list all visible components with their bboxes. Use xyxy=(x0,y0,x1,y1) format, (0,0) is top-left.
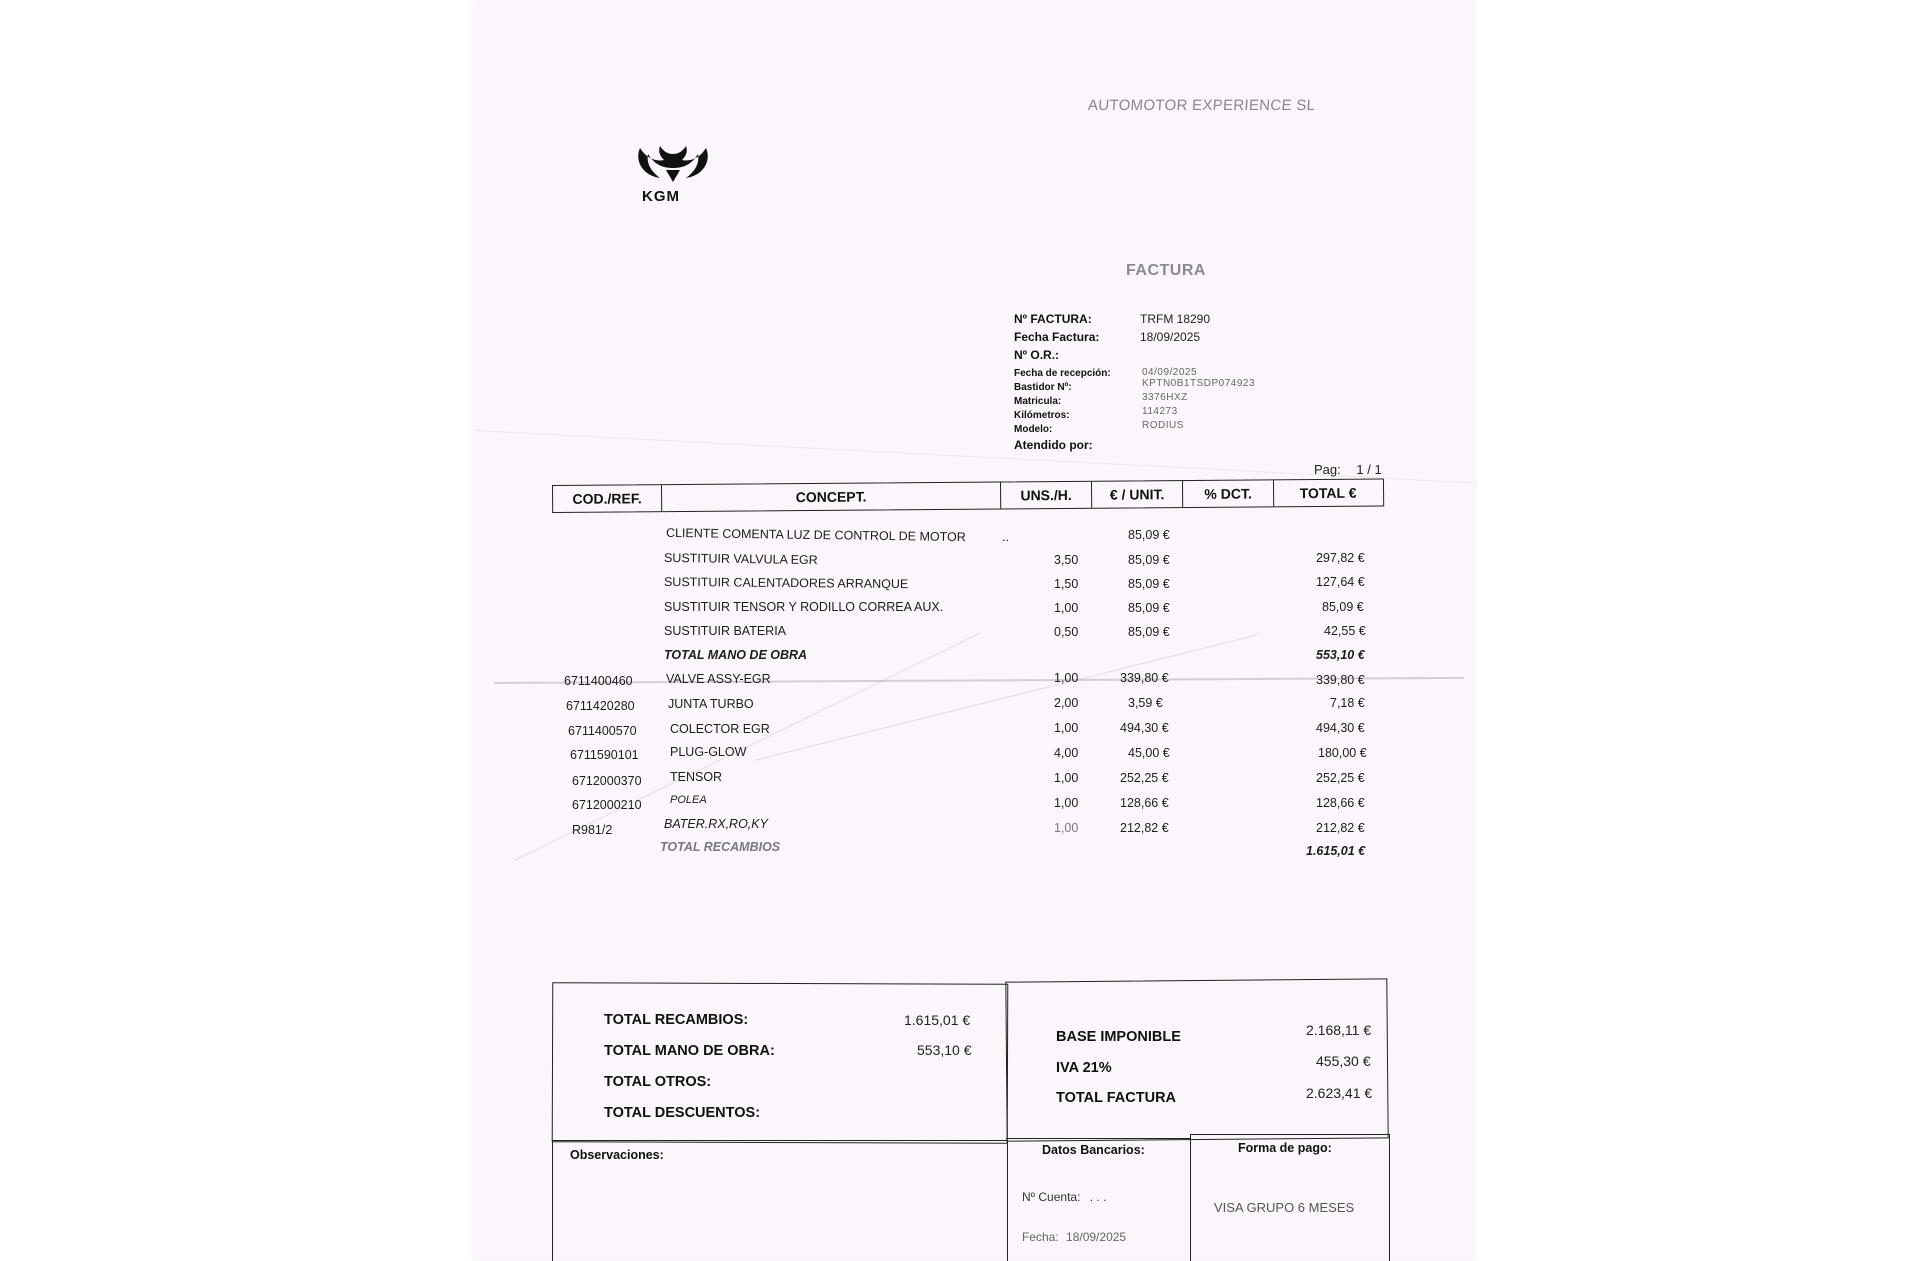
account-value: . . . xyxy=(1089,1190,1107,1204)
table-row-units: 3,50 xyxy=(1054,553,1079,567)
model-label: Modelo: xyxy=(1014,424,1053,435)
document-title: FACTURA xyxy=(1126,262,1206,279)
table-row-units: .. xyxy=(1002,530,1009,544)
table-row-total: 212,82 € xyxy=(1316,821,1365,835)
payment-value: VISA GRUPO 6 MESES xyxy=(1214,1200,1355,1215)
table-row-units: 1,00 xyxy=(1054,821,1079,835)
company-name: AUTOMOTOR EXPERIENCE SL xyxy=(1087,97,1316,114)
vat-value: 455,30 € xyxy=(1316,1053,1371,1069)
table-row-total: 7,18 € xyxy=(1330,696,1365,710)
brand-logo-text: KGM xyxy=(642,188,680,205)
col-concept: CONCEPT. xyxy=(662,482,1001,511)
table-row-units: 1,00 xyxy=(1054,796,1079,810)
table-row-units: 4,00 xyxy=(1054,746,1079,760)
table-row-concept: JUNTA TURBO xyxy=(668,697,754,711)
invoice-date-label: Fecha Factura: xyxy=(1014,330,1100,344)
summary-discount-label: TOTAL DESCUENTOS: xyxy=(604,1105,761,1121)
table-row-unit-price: 45,00 € xyxy=(1128,746,1170,760)
table-row-unit-price: 494,30 € xyxy=(1120,721,1169,735)
summary-labor-label: TOTAL MANO DE OBRA: xyxy=(604,1043,775,1059)
table-row-ref: R981/2 xyxy=(572,823,613,837)
table-row-concept: SUSTITUIR BATERIA xyxy=(664,624,787,638)
table-row-unit-price: 128,66 € xyxy=(1120,796,1169,810)
page-value: 1 / 1 xyxy=(1356,462,1382,477)
payment-label: Forma de pago: xyxy=(1238,1141,1332,1155)
invoice-number-label: Nº FACTURA: xyxy=(1014,312,1092,326)
labor-total-value: 553,10 € xyxy=(1316,648,1365,662)
col-unit-price: € / UNIT. xyxy=(1092,481,1183,508)
invoice-total-value: 2.623,41 € xyxy=(1306,1085,1373,1101)
plate-label: Matricula: xyxy=(1014,396,1062,407)
table-row-concept: TENSOR xyxy=(670,770,723,784)
invoice-number-value: TRFM 18290 xyxy=(1140,312,1211,326)
table-row-units: 1,00 xyxy=(1054,771,1079,785)
tax-base-value: 2.168,11 € xyxy=(1306,1022,1372,1038)
table-row-unit-price: 212,82 € xyxy=(1120,821,1169,835)
summary-labor-value: 553,10 € xyxy=(917,1042,972,1058)
chassis-value: KPTN0B1TSDP074923 xyxy=(1142,378,1256,389)
table-row-unit-price: 252,25 € xyxy=(1120,771,1169,785)
table-row-total: 339,80 € xyxy=(1316,673,1365,687)
plate-value: 3376HXZ xyxy=(1142,392,1188,403)
date-label: Fecha: xyxy=(1022,1230,1059,1244)
parts-total-value: 1.615,01 € xyxy=(1306,844,1366,858)
reception-date-label: Fecha de recepción: xyxy=(1014,368,1111,379)
table-row-concept: POLEA xyxy=(670,794,707,806)
date-value: 18/09/2025 xyxy=(1066,1230,1127,1244)
page-label: Pag: xyxy=(1314,462,1341,477)
reception-date-value: 04/09/2025 xyxy=(1142,367,1198,378)
table-row-concept: COLECTOR EGR xyxy=(670,722,770,736)
page-indicator xyxy=(1314,462,1382,477)
table-row-units: 1,00 xyxy=(1054,671,1079,685)
model-value: RODIUS xyxy=(1142,420,1184,431)
table-row-unit-price: 85,09 € xyxy=(1128,553,1170,567)
account-field xyxy=(1022,1190,1106,1204)
kilometers-label: Kilómetros: xyxy=(1014,410,1070,421)
table-row-units: 1,50 xyxy=(1054,577,1079,591)
attended-by-label: Atendido por: xyxy=(1014,438,1093,452)
account-label: Nº Cuenta: xyxy=(1022,1190,1081,1204)
table-row-ref: 6711400460 xyxy=(564,674,633,688)
table-row-unit-price: 339,80 € xyxy=(1120,671,1169,685)
table-row-concept: CLIENTE COMENTA LUZ DE CONTROL DE MOTOR xyxy=(665,525,966,545)
table-row-concept: SUSTITUIR VALVULA EGR xyxy=(663,550,818,568)
vat-label: IVA 21% xyxy=(1056,1060,1112,1076)
table-row-ref: 6712000210 xyxy=(572,798,642,812)
table-row-total: 42,55 € xyxy=(1324,624,1366,638)
table-row-units: 0,50 xyxy=(1054,625,1079,639)
table-row-units: 1,00 xyxy=(1054,721,1079,735)
table-row-unit-price: 85,09 € xyxy=(1128,625,1170,639)
parts-total-label: TOTAL RECAMBIOS xyxy=(660,840,781,854)
table-row-ref: 6711590101 xyxy=(570,748,639,762)
paper-crease xyxy=(754,634,1259,761)
invoice-total-label: TOTAL FACTURA xyxy=(1056,1090,1177,1106)
table-row-total: 297,82 € xyxy=(1316,551,1365,565)
col-total: TOTAL € xyxy=(1299,484,1357,502)
table-row-total: 180,00 € xyxy=(1318,746,1367,760)
date-field xyxy=(1022,1230,1126,1244)
col-ref: COD./REF. xyxy=(553,485,662,512)
summary-parts-label: TOTAL RECAMBIOS: xyxy=(604,1012,749,1028)
chassis-label: Bastidor Nº: xyxy=(1014,382,1072,393)
table-row-ref: 6711420280 xyxy=(566,699,635,713)
table-row-concept: SUSTITUIR TENSOR Y RODILLO CORREA AUX. xyxy=(664,600,944,614)
table-row-total: 128,66 € xyxy=(1316,796,1365,810)
labor-total-label: TOTAL MANO DE OBRA xyxy=(664,648,808,662)
table-row-unit-price: 85,09 € xyxy=(1128,601,1170,615)
table-row-total: 252,25 € xyxy=(1316,771,1365,785)
col-discount: % DCT. xyxy=(1183,480,1274,507)
table-row-concept: VALVE ASSY-EGR xyxy=(666,672,771,686)
table-row-ref: 6712000370 xyxy=(572,774,642,788)
summary-other-label: TOTAL OTROS: xyxy=(604,1074,712,1090)
table-row-concept: PLUG-GLOW xyxy=(670,745,747,759)
table-row-total: 85,09 € xyxy=(1322,600,1364,614)
table-row-total: 127,64 € xyxy=(1316,575,1365,589)
col-units: UNS./H. xyxy=(1001,482,1092,509)
kilometers-value: 114273 xyxy=(1142,406,1178,417)
tax-base-label: BASE IMPONIBLE xyxy=(1056,1029,1181,1045)
order-number-label: Nº O.R.: xyxy=(1014,348,1060,362)
table-row-units: 1,00 xyxy=(1054,601,1079,615)
table-row-unit-price: 85,09 € xyxy=(1128,528,1170,542)
table-header xyxy=(552,478,1384,513)
table-row-concept: SUSTITUIR CALENTADORES ARRANQUE xyxy=(663,574,909,592)
table-row-unit-price: 3,59 € xyxy=(1128,696,1163,710)
bank-label: Datos Bancarios: xyxy=(1042,1143,1145,1157)
table-row-ref: 6711400570 xyxy=(568,724,637,738)
invoice-paper xyxy=(474,0,1474,1260)
invoice-date-value: 18/09/2025 xyxy=(1140,330,1201,344)
table-row-units: 2,00 xyxy=(1054,696,1079,710)
observations-label: Observaciones: xyxy=(570,1148,664,1162)
summary-parts-value: 1.615,01 € xyxy=(904,1012,971,1028)
table-row-unit-price: 85,09 € xyxy=(1128,577,1170,591)
table-row-concept: BATER.RX,RO,KY xyxy=(664,817,768,831)
table-row-total: 494,30 € xyxy=(1316,721,1365,735)
kgm-logo-icon xyxy=(634,142,712,188)
